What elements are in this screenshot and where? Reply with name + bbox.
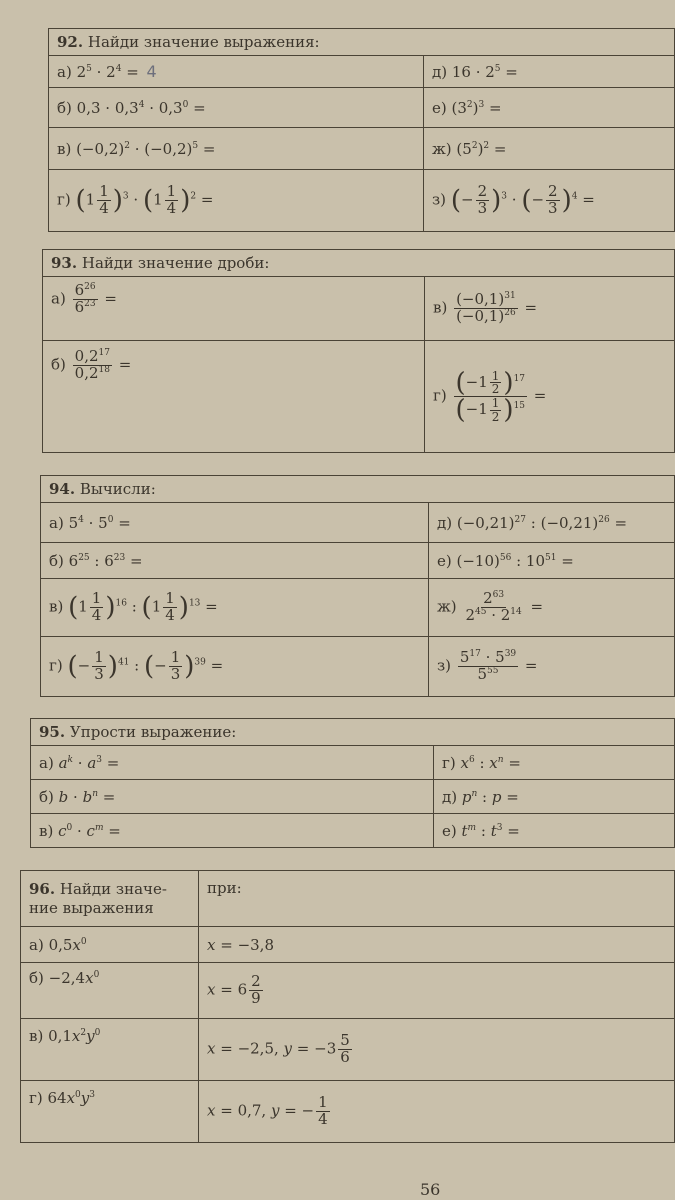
exercise-title: Упрости выражение:	[69, 723, 237, 741]
exercise-93	[42, 249, 675, 453]
task-g: г) (−1 $\frac{1}{2}$ )$^{17}$ (−1 $\frac{1}{2}$ )$^{15}$ =	[425, 341, 675, 453]
task-v: в) (1 $\frac{1}{4}$ )$^{16}$ : (1 $\frac{1}{4}$ )$^{13}$ =	[41, 579, 429, 637]
task-v: в) $0,1x^2y^0$	[21, 1019, 199, 1081]
task-v: в) $(-0,2)^2 \cdot (-0,2)^5$ =	[49, 128, 424, 170]
exercise-95-table	[30, 718, 675, 848]
task-z: з) $\frac{5^{17} \cdot 5^{39}}{5^{55}}$ =	[429, 637, 675, 697]
task-g: г) (− $\frac{1}{3}$ )$^{41}$ : (− $\frac{1}{3}$ )$^{39}$ =	[41, 637, 429, 697]
exercise-title-line2: ние выражения	[29, 898, 154, 917]
exercise-title: Найди значение выражения:	[87, 33, 320, 51]
condition-v: x = −2,5, y = −3 $\frac{5}{6}$	[199, 1019, 675, 1081]
task-a: а) $5^4 \cdot 5^0$ =	[41, 503, 429, 543]
task-zh: ж) $\frac{2^{63}}{2^{45} \cdot 2^{14}}$ =	[429, 579, 675, 637]
condition-g: x = 0,7, y = − $\frac{1}{4}$	[199, 1081, 675, 1143]
condition-header: при:	[199, 871, 675, 927]
exercise-94-table	[40, 475, 675, 697]
task-d: д) $p^n$ : p =	[434, 780, 675, 814]
task-b: $б) -2,4x^0$	[21, 963, 199, 1019]
exercise-96-table	[20, 870, 675, 1143]
exercise-94-header	[41, 476, 675, 503]
exercise-93-table	[42, 249, 675, 453]
task-zh: ж) $(5^2)^2$ =	[424, 128, 675, 170]
task-v: в) $c^0 \cdot c^m$ =	[31, 814, 434, 848]
task-a: а) $a^k \cdot a^3$ =	[31, 746, 434, 780]
task-e: е) $t^m$ : $t^3$ =	[434, 814, 675, 848]
exercise-title: Вычисли:	[79, 480, 156, 498]
exercise-96	[20, 870, 675, 1143]
exercise-92-header	[49, 29, 675, 56]
task-e: е) $(3^2)^3$ =	[424, 88, 675, 128]
exercise-number: 94.	[49, 480, 76, 498]
condition-b: x = 6 $\frac{2}{9}$	[199, 963, 675, 1019]
task-d: д) $16 \cdot 2^5$ =	[424, 56, 675, 88]
task-g: г) $x^6$ : $x^n$ =	[434, 746, 675, 780]
task-v: в) $\frac{(-0,1)^{31}}{(-0,1)^{26}}$ =	[425, 277, 675, 341]
exercise-94	[40, 475, 675, 697]
handwritten-answer: 4	[146, 62, 157, 81]
task-g: г) (1 $\frac{1}{4}$ )$^3$ · (1 $\frac{1}{4}$ )$^2$ =	[49, 170, 424, 232]
task-z: з) (− $\frac{2}{3}$ )$^3$ · (− $\frac{2}{3}$ )$^4$ =	[424, 170, 675, 232]
exercise-title: Найди значение дроби:	[81, 254, 270, 272]
exercise-93-header	[43, 250, 675, 277]
page-number: 56	[420, 1180, 441, 1199]
exercise-92	[48, 28, 675, 232]
task-a: а) $2^5 \cdot 2^4 = 4$	[49, 56, 424, 88]
exercise-title-line1: Найди значе-	[59, 879, 167, 898]
task-e: е) $(-10)^{56}$ : $10^{51}$ =	[429, 543, 675, 579]
exercise-number: 93.	[51, 254, 78, 272]
exercise-96-header	[21, 871, 199, 927]
condition-a: x = −3,8	[199, 927, 675, 963]
task-b: б) $6^{25}$ : $6^{23}$ =	[41, 543, 429, 579]
task-a: а) $0,5x^0$	[21, 927, 199, 963]
exercise-95-header	[31, 719, 675, 746]
task-a: а) $\frac{6^{26}}{6^{23}}$ =	[43, 277, 425, 341]
task-b: б) $\frac{0,2^{17}}{0,2^{18}}$ =	[43, 341, 425, 453]
task-b: б) $b \cdot b^n$ =	[31, 780, 434, 814]
task-b: б) $0,3 \cdot 0,3^4 \cdot 0,3^0$ =	[49, 88, 424, 128]
exercise-number: 95.	[39, 723, 66, 741]
exercise-92-table	[48, 28, 675, 232]
task-g: г) $64x^0y^3$	[21, 1081, 199, 1143]
exercise-95	[30, 718, 675, 848]
exercise-number: 92.	[57, 33, 84, 51]
exercise-number: 96.	[29, 879, 56, 898]
task-d: д) $(-0,21)^{27}$ : $(-0,21)^{26}$ =	[429, 503, 675, 543]
